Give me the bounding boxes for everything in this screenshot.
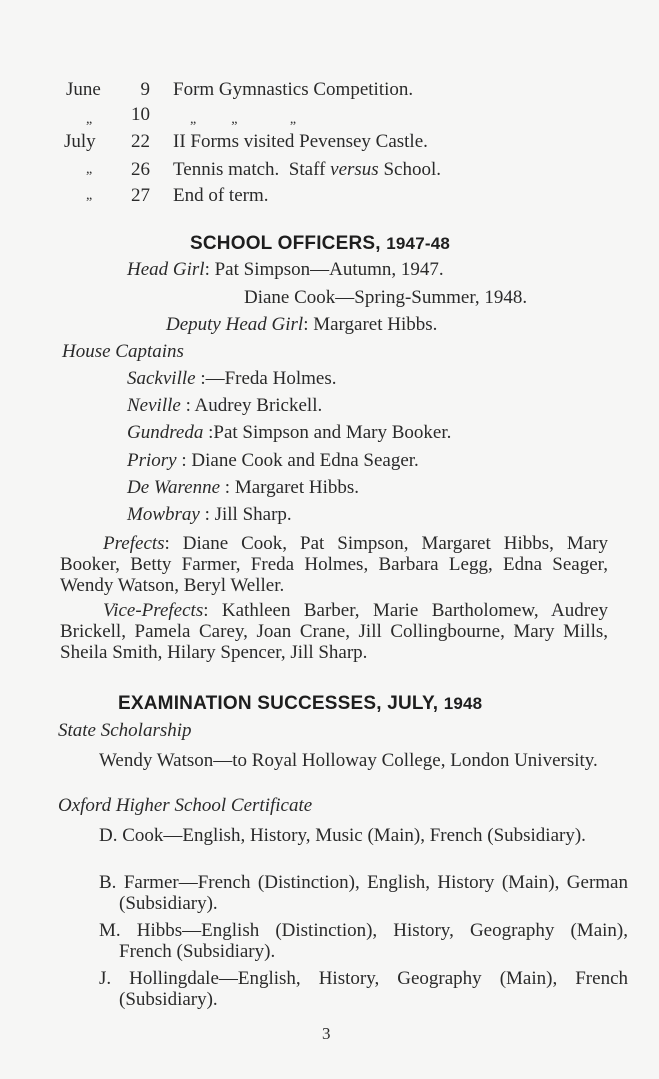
vice-prefects-paragraph: [60, 600, 608, 663]
calendar-event: II Forms visited Pevensey Castle.: [173, 131, 428, 152]
house-row: [127, 477, 359, 499]
event-text: Tennis match. Staff: [173, 159, 331, 180]
oxford-certificate-label: Oxford Higher School Certificate: [58, 795, 313, 816]
exam-result-entry: J. Hollingdale—English, History, Geography (Main), French (Subsidiary).: [99, 968, 628, 1010]
head-girl-line: [127, 259, 444, 281]
heading-text: EXAMINATION SUCCESSES, JULY,: [118, 693, 439, 714]
state-scholarship-entry: Wendy Watson—to Royal Holloway College, London University.: [99, 750, 598, 771]
house-name: De Warenne: [127, 477, 221, 498]
prefects-label: Prefects: [103, 533, 165, 554]
exam-result-entry: B. Farmer—French (Distinction), English, History (Main), German (Subsidiary).: [99, 872, 628, 914]
calendar-day: 26: [131, 159, 150, 180]
calendar-event: End of term.: [173, 185, 269, 206]
event-text: School.: [378, 159, 441, 180]
exam-result-entry: M. Hibbs—English (Distinction), History, Geography (Main), French (Subsidiary).: [99, 920, 628, 962]
state-scholarship-label: State Scholarship: [58, 720, 192, 741]
house-row: [127, 395, 322, 417]
house-row: [127, 450, 419, 472]
heading-text: SCHOOL OFFICERS,: [190, 233, 381, 254]
head-girl-label: Head Girl: [127, 259, 205, 280]
section-heading-exams: [118, 693, 482, 715]
house-captain: :—Freda Holmes.: [195, 368, 337, 389]
deputy-value: : Margaret Hibbs.: [303, 314, 438, 335]
house-captain: :Pat Simpson and Mary Booker.: [203, 422, 452, 443]
calendar-month: „: [86, 188, 93, 203]
head-girl-line-2: Diane Cook—Spring-Summer, 1948.: [244, 287, 528, 308]
house-captain: : Jill Sharp.: [199, 504, 292, 525]
deputy-head-girl-line: [166, 314, 437, 336]
page-number: 3: [322, 1024, 331, 1043]
section-heading-officers: [190, 233, 450, 255]
calendar-month: „: [86, 112, 93, 127]
heading-year: 1947-48: [386, 234, 451, 253]
calendar-event: Form Gymnastics Competition.: [173, 79, 414, 100]
event-italic: versus: [330, 159, 379, 180]
house-captain: : Diane Cook and Edna Seager.: [176, 450, 419, 471]
prefects-list: : Diane Cook, Pat Simpson, Margaret Hibbs, Mary Booker, Betty Farmer, Freda Holmes, Barbara Legg, Edna Seager, Wendy Watson, Beryl Weller.: [60, 533, 608, 596]
house-name: Gundreda: [127, 422, 204, 443]
deputy-label: Deputy Head Girl: [166, 314, 304, 335]
calendar-day: 22: [131, 131, 150, 152]
house-captain: : Audrey Brickell.: [180, 395, 323, 416]
prefects-paragraph: [60, 533, 608, 596]
head-girl-value: : Pat Simpson—Autumn, 1947.: [204, 259, 444, 280]
calendar-event: [173, 159, 441, 181]
calendar-day: 10: [131, 104, 150, 125]
house-row: [127, 422, 451, 444]
house-row: [127, 368, 336, 390]
house-name: Sackville: [127, 368, 196, 389]
calendar-day: 27: [131, 185, 150, 206]
house-name: Mowbray: [127, 504, 200, 525]
house-name: Neville: [127, 395, 181, 416]
calendar-month: „: [86, 162, 93, 177]
calendar-day: 9: [140, 79, 150, 100]
calendar-month: June: [66, 79, 101, 100]
calendar-month: July: [64, 131, 96, 152]
vice-prefects-list: : Kathleen Barber, Marie Bartholomew, Audrey Brickell, Pamela Carey, Joan Crane, Jill Collingbourne, Mary Mills, Sheila Smith, Hilary Spencer, Jill Sharp.: [60, 600, 608, 663]
house-row: [127, 504, 292, 526]
heading-year: 1948: [443, 694, 483, 713]
house-captains-label: House Captains: [62, 341, 184, 362]
vice-prefects-label: Vice-Prefects: [103, 600, 204, 621]
exam-result-entry: D. Cook—English, History, Music (Main), French (Subsidiary).: [99, 825, 586, 846]
house-captain: : Margaret Hibbs.: [220, 477, 360, 498]
house-name: Priory: [127, 450, 177, 471]
calendar-event: „ „ „: [190, 112, 297, 127]
